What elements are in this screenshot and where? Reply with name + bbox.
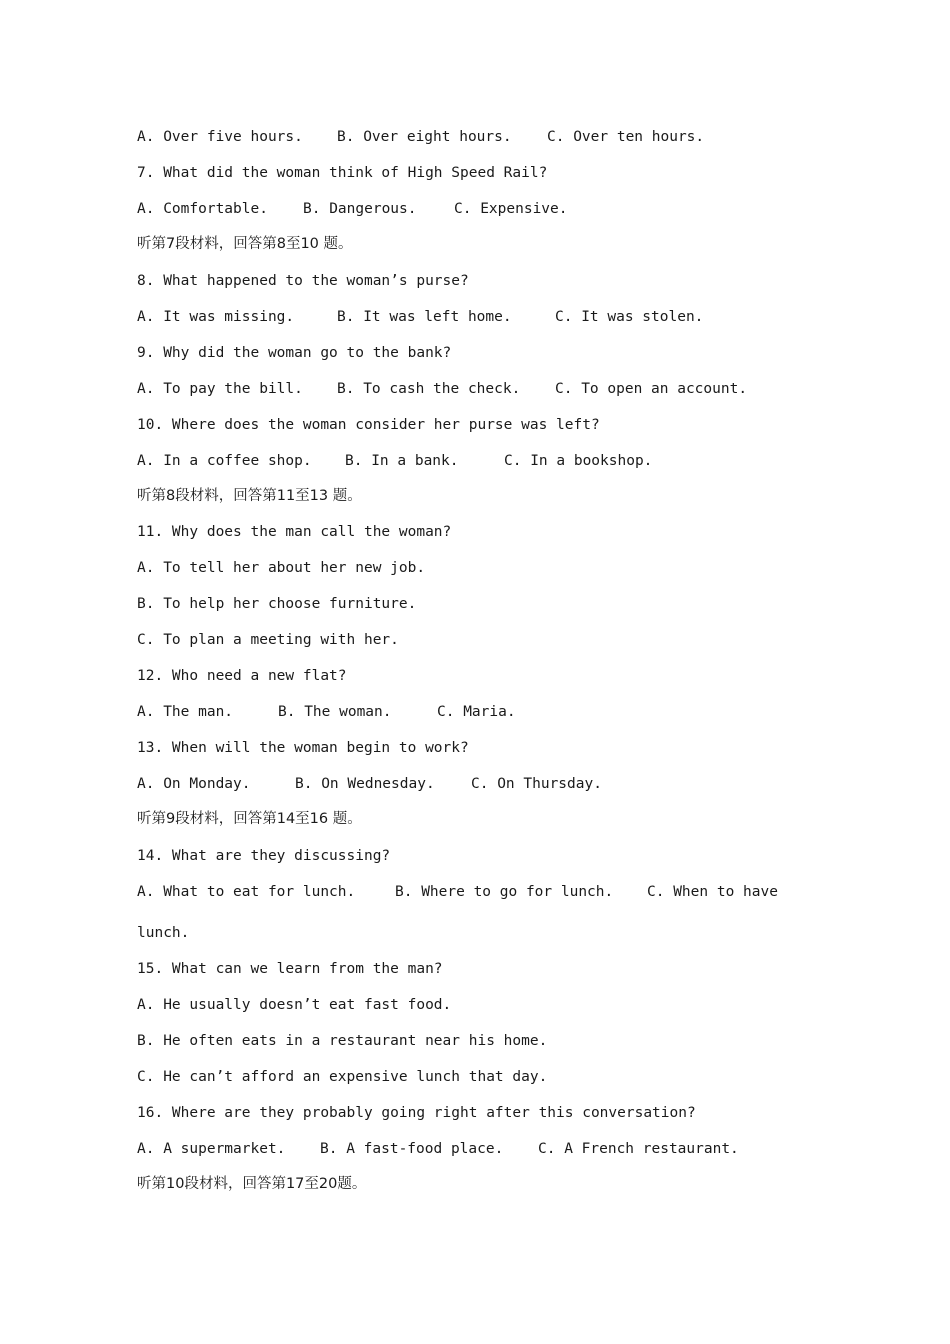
q16-option-b: B. A fast-food place. [320, 1141, 504, 1157]
q15-option-b: B. He often eats in a restaurant near his home. [137, 1033, 548, 1049]
q14-option-c: C. When to have [647, 884, 778, 900]
q10-option-b: B. In a bank. [345, 453, 459, 469]
q9-option-c: C. To open an account. [555, 381, 748, 397]
q6-option-c: C. Over ten hours. [547, 129, 705, 145]
q7-option-b: B. Dangerous. [303, 201, 417, 217]
q15-question: 15. What can we learn from the man? [137, 961, 443, 977]
q14-question: 14. What are they discussing? [137, 848, 391, 864]
q11-option-b: B. To help her choose furniture. [137, 596, 417, 612]
q14-option-b: B. Where to go for lunch. [395, 884, 614, 900]
section-10-heading: 听第10段材料，回答第17至20题。 [137, 1176, 367, 1192]
section-8-heading: 听第8段材料，回答第11至13 题。 [137, 488, 362, 504]
q7-question: 7. What did the woman think of High Speed Rail? [137, 165, 548, 181]
q10-option-c: C. In a bookshop. [504, 453, 653, 469]
q6-option-a: A. Over five hours. [137, 129, 303, 145]
q16-question: 16. Where are they probably going right after this conversation? [137, 1105, 696, 1121]
q10-option-a: A. In a coffee shop. [137, 453, 312, 469]
q10-question: 10. Where does the woman consider her purse was left? [137, 417, 600, 433]
q13-option-c: C. On Thursday. [471, 776, 602, 792]
q15-option-a: A. He usually doesn’t eat fast food. [137, 997, 452, 1013]
q8-option-b: B. It was left home. [337, 309, 512, 325]
q8-option-c: C. It was stolen. [555, 309, 704, 325]
q13-question: 13. When will the woman begin to work? [137, 740, 469, 756]
q16-option-a: A. A supermarket. [137, 1141, 286, 1157]
q7-option-c: C. Expensive. [454, 201, 568, 217]
q12-option-c: C. Maria. [437, 704, 516, 720]
q11-option-c: C. To plan a meeting with her. [137, 632, 399, 648]
q14-option-a: A. What to eat for lunch. [137, 884, 356, 900]
q9-question: 9. Why did the woman go to the bank? [137, 345, 452, 361]
q9-option-b: B. To cash the check. [337, 381, 521, 397]
q12-question: 12. Who need a new flat? [137, 668, 347, 684]
section-9-heading: 听第9段材料，回答第14至16 题。 [137, 811, 362, 827]
q16-option-c: C. A French restaurant. [538, 1141, 739, 1157]
q6-option-b: B. Over eight hours. [337, 129, 512, 145]
q15-option-c: C. He can’t afford an expensive lunch that day. [137, 1069, 548, 1085]
q8-option-a: A. It was missing. [137, 309, 295, 325]
q13-option-b: B. On Wednesday. [295, 776, 435, 792]
q12-option-b: B. The woman. [278, 704, 392, 720]
q11-question: 11. Why does the man call the woman? [137, 524, 452, 540]
q7-option-a: A. Comfortable. [137, 201, 268, 217]
q9-option-a: A. To pay the bill. [137, 381, 303, 397]
q13-option-a: A. On Monday. [137, 776, 251, 792]
q12-option-a: A. The man. [137, 704, 234, 720]
section-7-heading: 听第7段材料，回答第8至10 题。 [137, 236, 353, 252]
q14-option-c-continuation: lunch. [137, 925, 190, 941]
q11-option-a: A. To tell her about her new job. [137, 560, 426, 576]
q8-question: 8. What happened to the woman’s purse? [137, 273, 469, 289]
